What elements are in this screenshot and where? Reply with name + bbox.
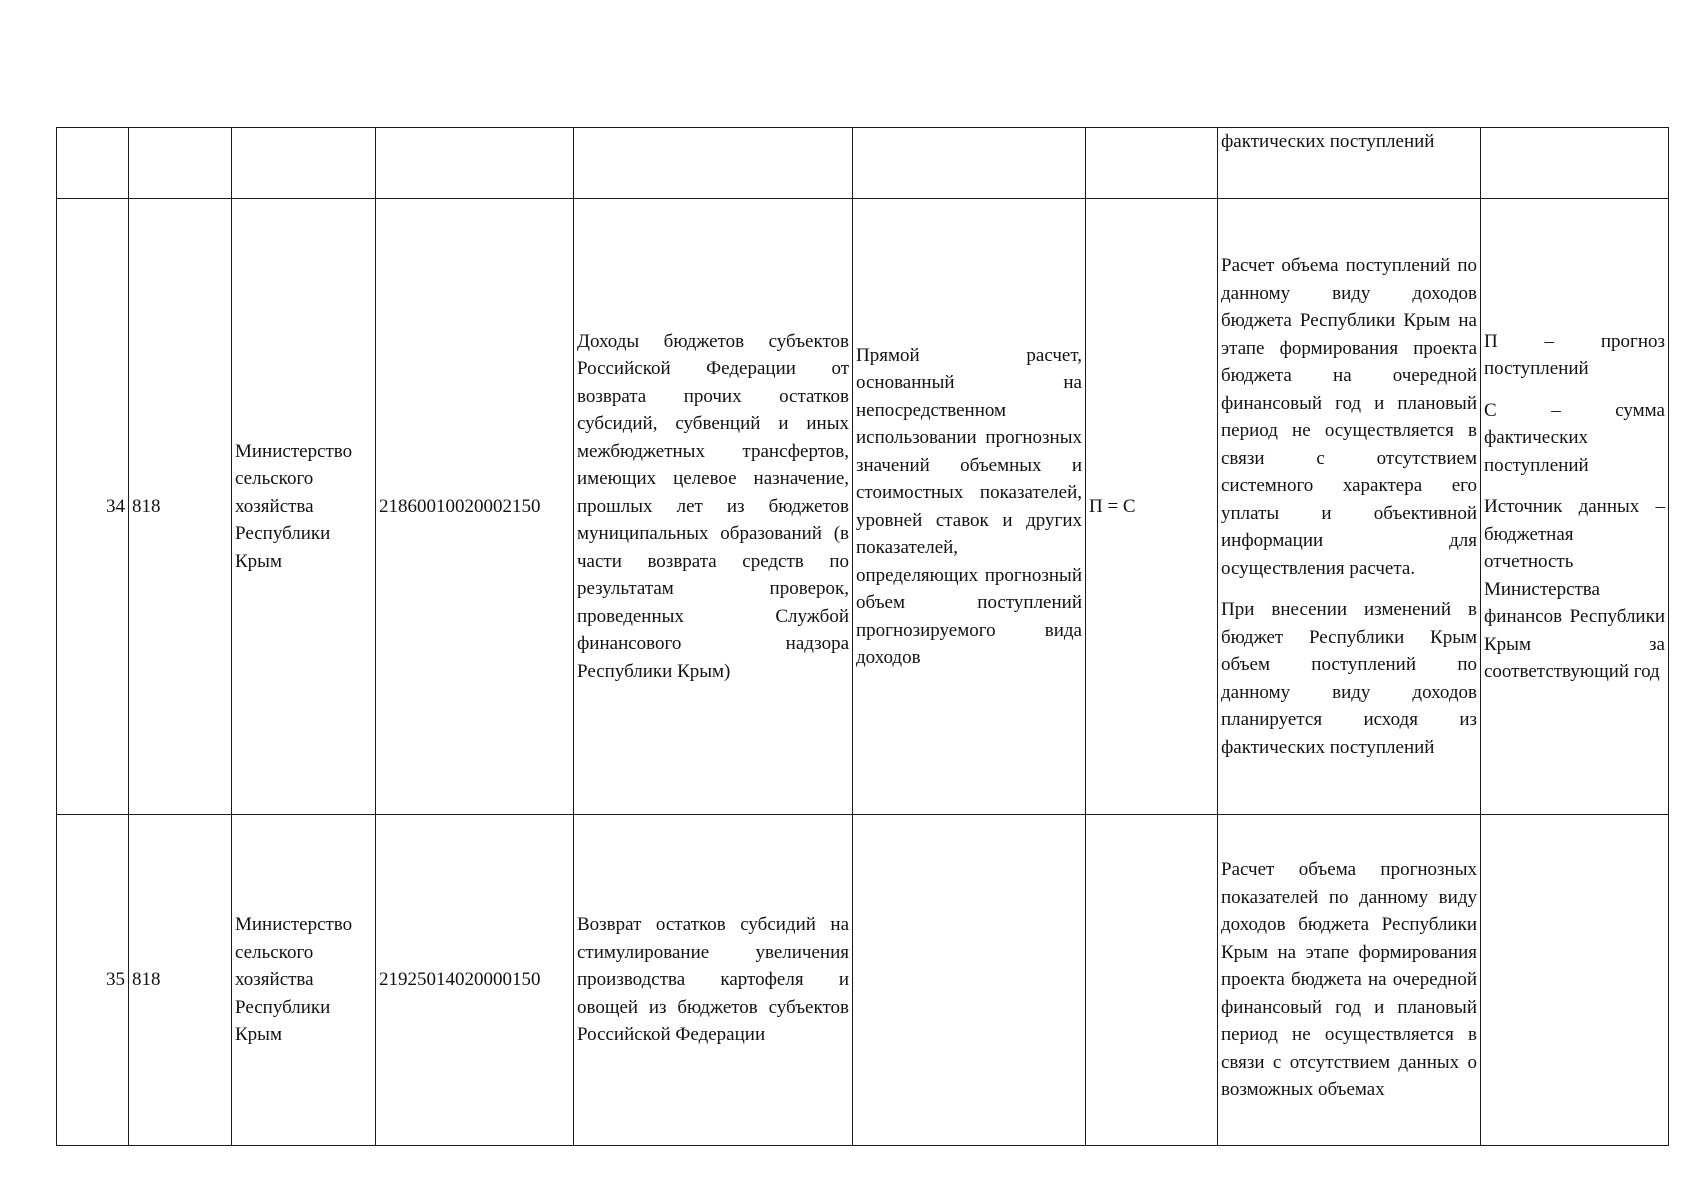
- table-row: [57, 815, 1669, 1146]
- admin-name: Министерство сельского хозяйства Республики Крым: [232, 199, 376, 815]
- table-row: [57, 199, 1669, 815]
- cell-formula: [1086, 128, 1218, 199]
- cell-revenue-name: [574, 128, 853, 199]
- cell-revenue-name: [574, 815, 853, 1146]
- row-number: 34: [57, 199, 129, 815]
- cell-admin-code: [129, 128, 232, 199]
- cell-num: [57, 128, 129, 199]
- cell-basis: [1218, 199, 1481, 815]
- admin-code: 818: [129, 815, 232, 1146]
- legend-paragraph-1: П – прогноз поступлений: [1484, 330, 1665, 379]
- legend-paragraph-2: С – сумма фактических поступлений: [1484, 399, 1665, 476]
- admin-name: Министерство сельского хозяйства Республики Крым: [232, 815, 376, 1146]
- basis-paragraph-1: Расчет объема поступлений по данному виду доходов бюджета Республики Крым на этапе формирования проекта бюджета на очередной финансовый год и плановый период не осуществляется в связи с отсутствием системного характера его уплаты и объективной информации для осуществления расчета.: [1221, 255, 1477, 579]
- formula: [1086, 815, 1218, 1146]
- revenue-name: Доходы бюджетов субъектов Российской Федерации от возврата прочих остатков субсидий, субвенций и иных межбюджетных трансфертов, имеющих целевое назначение, прошлых лет из бюджетов муниципальных образований (в части возврата средств по результатам проверок, проведенных Службой финансового надзора Республики Крым): [577, 330, 849, 682]
- revenue-forecast-table: [56, 127, 1669, 1146]
- cell-method: [853, 128, 1086, 199]
- cell-basis: [1218, 128, 1481, 199]
- cell-basis: [1218, 815, 1481, 1146]
- cell-legend: [1481, 128, 1669, 199]
- cell-method: [853, 199, 1086, 815]
- cell-revenue-name: [574, 199, 853, 815]
- legend-paragraph-1: [1481, 815, 1669, 1146]
- legend-paragraph-3: Источник данных – бюджетная отчетность Министерства финансов Республики Крым за соответствующий год: [1484, 496, 1665, 682]
- table-row-continuation: [57, 128, 1669, 199]
- calc-method: [853, 815, 1086, 1146]
- cell-admin-name: [232, 128, 376, 199]
- cell-legend: [1481, 199, 1669, 815]
- admin-code: 818: [129, 199, 232, 815]
- basis-paragraph-1: Расчет объема прогнозных показателей по данному виду доходов бюджета Республики Крым на этапе формирования проекта бюджета на очередной финансовый год и плановый период не осуществляется в связи с отсутствием данных о возможных объемах: [1221, 859, 1477, 1101]
- basis-paragraph-2: При внесении изменений в бюджет Республики Крым объем поступлений по данному виду доходов планируется исходя из фактических поступлений: [1221, 599, 1477, 758]
- cell-kbk: [376, 128, 574, 199]
- row-number: 35: [57, 815, 129, 1146]
- calc-method: Прямой расчет, основанный на непосредственном использовании прогнозных значений объемных и стоимостных показателей, уровней ставок и других показателей, определяющих прогнозный объем поступлений прогнозируемого вида доходов: [856, 344, 1082, 668]
- kbk-code: 21860010020002150: [376, 199, 574, 815]
- formula: П = С: [1086, 199, 1218, 815]
- basis-continuation-text: фактических поступлений: [1221, 131, 1435, 152]
- kbk-code: 21925014020000150: [376, 815, 574, 1146]
- revenue-name: Возврат остатков субсидий на стимулирование увеличения производства картофеля и овощей из бюджетов субъектов Российской Федерации: [577, 914, 849, 1046]
